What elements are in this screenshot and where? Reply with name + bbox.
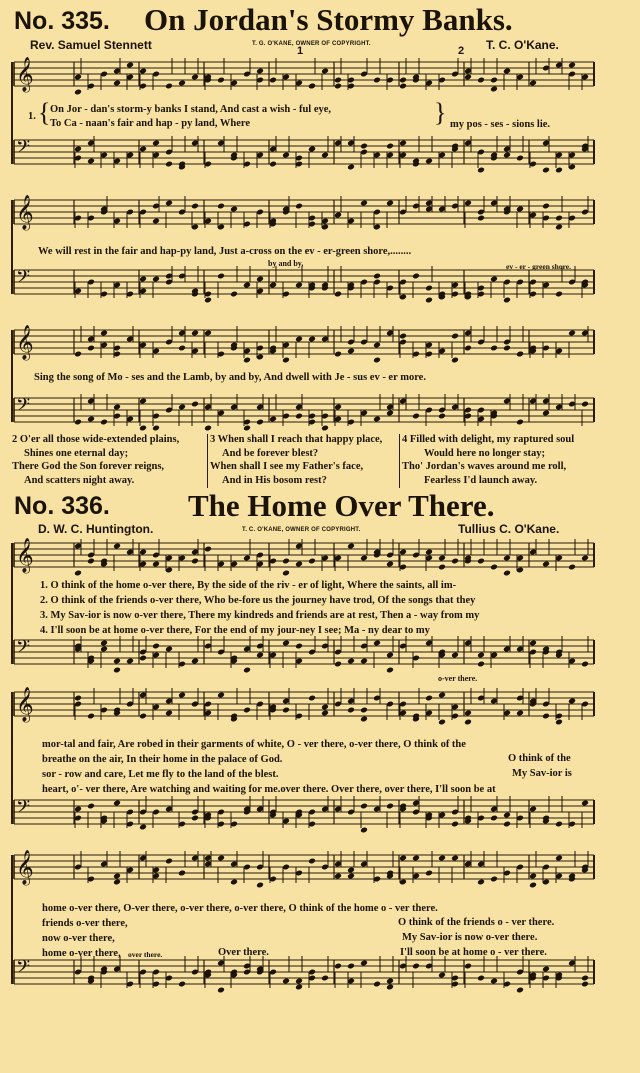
note-head [529,80,537,87]
note-head [165,83,173,90]
note-head [464,200,472,207]
note-head [464,719,472,726]
note-head [178,981,186,988]
note-head [308,858,316,865]
bass-clef-icon: 𝄢 [16,267,31,292]
note-head [516,710,524,717]
note-head [503,570,511,577]
note-head [178,80,186,87]
note-head [490,86,498,93]
note-head [165,161,173,168]
hymn-336-copyright: T. C. O'KANE, OWNER OF COPYRIGHT. [242,527,361,533]
note-head [490,77,498,84]
note-head [269,416,277,423]
hymn-336-author: D. W. C. Huntington. [38,522,154,536]
note-head [568,698,576,705]
hymn-336-verses-bot: home o-ver there, O-ver there, o-ver there, o-ver there, O think of the home o - ver there. friends o-ver there, now o-ver there, home o-ver there, [42,903,438,959]
note-head [243,707,251,714]
verse-1-number: 1. [28,111,36,122]
note-head [347,348,355,355]
note-head [360,803,368,810]
note-head [542,713,550,720]
note-head [74,351,82,358]
note-head [477,661,485,668]
note-head [139,824,147,831]
note-head [334,212,342,219]
note-head [386,561,394,568]
note-head [217,855,225,862]
note-head [464,345,472,352]
note-head [334,404,342,411]
note-head [581,401,589,408]
treble-clef-icon: 𝄞 [16,687,34,722]
note-head [464,963,472,970]
bass-clef-icon: 𝄢 [16,797,31,822]
note-head [308,146,316,153]
ending-2-label: 2 [458,45,465,57]
note-head [425,549,433,556]
note-head [165,710,173,717]
note-head [516,987,524,994]
note-head [295,643,303,650]
note-head [282,707,290,714]
note-head [373,981,381,988]
note-head [477,77,485,84]
note-head [165,858,173,865]
note-head [139,276,147,283]
note-head [308,83,316,90]
note-head [386,667,394,674]
note-head [74,570,82,577]
note-head [100,640,108,647]
note-head [113,667,121,674]
note-head [295,561,303,568]
note-head [464,710,472,717]
note-head [256,276,264,283]
note-head [386,410,394,417]
note-head [217,692,225,699]
note-head [516,419,524,426]
hymn-335-verse-4: 4 Filled with delight, my raptured soul Would here no longer stay; Tho' Jordan's waves around me roll, Fearless I'd launch away. [402,434,575,486]
note-head [321,152,329,159]
note-head [451,855,459,862]
note-head [269,161,277,168]
note-head [282,978,290,985]
note-head [113,80,121,87]
note-head [451,821,459,828]
note-head [139,398,147,405]
note-head [542,167,550,174]
note-head [165,646,173,653]
note-head [113,404,121,411]
note-head [191,658,199,665]
note-head [347,543,355,550]
note-head [74,146,82,153]
note-head [321,704,329,711]
note-head [178,692,186,699]
note-head [282,558,290,565]
note-head [269,282,277,289]
note-head [399,333,407,340]
note-head [152,561,160,568]
note-head [529,873,537,880]
note-head [386,984,394,991]
note-head [386,803,394,810]
note-head [360,200,368,207]
note-head [321,710,329,717]
note-head [425,158,433,165]
note-head [477,215,485,222]
hymn-335-lyric-1a: On Jor - dan's storm-y banks I stand, And cast a wish - ful eye, [50,104,332,115]
note-head [555,291,563,298]
note-head [581,981,589,988]
note-head [347,873,355,880]
note-head [477,879,485,886]
note-head [295,978,303,985]
note-head [87,158,95,165]
note-head [256,882,264,889]
note-head [217,273,225,280]
note-head [412,413,420,420]
note-head [360,555,368,562]
hymn-335-lyric-1b: To Ca - naan's fair and hap - py land, Where [50,118,251,129]
note-head [503,812,511,819]
treble-clef-icon: 𝄞 [16,850,34,885]
note-head [555,224,563,231]
note-head [139,146,147,153]
hymn-336-mid-right-2: O think of the [508,753,571,764]
note-head [308,695,316,702]
note-head [516,351,524,358]
note-head [438,413,446,420]
note-head [399,855,407,862]
hymn-335-verse-3: 3 When shall I reach that happy place, And be forever blest? When shall I see my Father's face, And in His bosom rest? [210,434,383,486]
note-head [295,282,303,289]
note-head [217,987,225,994]
note-head [100,330,108,337]
hymn-335-lyric-2-small-b: ev - er - green shore. [506,262,571,271]
note-head [87,558,95,565]
note-head [386,200,394,207]
note-head [269,77,277,84]
note-head [321,68,329,75]
note-head [360,143,368,150]
note-head [308,558,316,565]
hymn-335-title: On Jordan's Stormy Banks. [144,2,513,37]
hymn-336-bot-over-there: Over there. [218,947,269,958]
note-head [568,564,576,571]
note-head [295,984,303,991]
note-head [490,815,498,822]
hymn-336-verses-mid: mor-tal and fair, Are robed in their garments of white, O - ver there, o-ver there, O think of the breathe on the air, In their home in the palace of God. sor - row and care, Let me fly to the land of the blest. heart, o'- ver there, Are watching and waiting for me.over there. Over there, over there, I'll soon be at [42,739,496,795]
note-head [282,570,290,577]
verse-divider [207,434,208,488]
note-head [425,870,433,877]
hymn-336-bot-right-4: I'll soon be at home o - ver there. [400,947,547,958]
note-head [74,806,82,813]
note-head [373,357,381,364]
hymn-336-bot-right-2: O think of the friends o - ver there. [398,917,555,928]
note-head [581,975,589,982]
note-head [113,873,121,880]
bass-clef-icon: 𝄢 [16,137,31,162]
note-head [334,83,342,90]
treble-clef-icon: 𝄞 [16,538,34,573]
bass-clef-icon: 𝄢 [16,957,31,982]
note-head [516,155,524,162]
note-head [243,555,251,562]
note-head [152,218,160,225]
note-head [581,555,589,562]
treble-clef-icon: 𝄞 [16,325,34,360]
hymn-335-lyric-2: We will rest in the fair and hap-py land, Just a-cross on the ev - er-green shore,........ [38,246,412,257]
note-head [295,203,303,210]
note-head [555,215,563,222]
hymn-336-bot-small: over there. [128,950,163,959]
note-head [204,425,212,432]
note-head [373,342,381,349]
note-head [334,873,342,880]
note-head [113,543,121,550]
note-head [334,351,342,358]
note-head [295,336,303,343]
note-head [256,68,264,75]
note-head [438,555,446,562]
hymn-336-title: The Home Over There. [188,488,495,523]
note-head [321,975,329,982]
note-head [516,206,524,213]
hymn-335-lyric-1c: my pos - ses - sions lie. [450,119,551,130]
note-head [386,652,394,659]
note-head [373,77,381,84]
note-head [126,62,134,69]
note-head [178,870,186,877]
note-head [243,282,251,289]
note-head [399,77,407,84]
note-head [139,68,147,75]
note-head [451,652,459,659]
note-head [191,74,199,81]
note-head [347,963,355,970]
note-head [360,658,368,665]
note-head [503,821,511,828]
note-head [581,661,589,668]
hymn-335-copyright: T. G. O'KANE, OWNER OF COPYRIGHT. [252,41,371,47]
note-head [438,855,446,862]
note-head [217,203,225,210]
note-head [282,640,290,647]
hymn-336-verses-top: 1. O think of the home o-ver there, By the side of the riv - er of light, Where the saints, all im- 2. O think of the friends o-ver there, Who be-fore us the journey have trod, Of the songs that they 3. My Sav-ior is now o-ver there, There my kindreds and friends are at rest, Then a - way from my 4. I'll soon be at home o-ver there, For the end of my jour-ney I see; Ma - ny dear to my [40,580,480,636]
hymn-335-lyric-3: Sing the song of Mo - ses and the Lamb, by and by, And dwell with Je - sus ev - er more. [34,372,426,383]
note-head [490,276,498,283]
note-head [191,203,199,210]
note-head [139,549,147,556]
note-head [373,273,381,280]
note-head [490,978,498,985]
note-head [334,291,342,298]
note-head [425,695,433,702]
note-head [477,558,485,565]
note-head [373,640,381,647]
note-head [360,716,368,723]
note-head [152,276,160,283]
note-head [425,297,433,304]
note-head [334,661,342,668]
hymn-336-mid-right-3: My Sav-ior is [512,768,572,779]
note-head [386,978,394,985]
note-head [438,972,446,979]
hymn-335-lyric-2-small-a: by and by, [268,259,304,268]
note-head [477,652,485,659]
note-head [165,200,173,207]
note-head [87,345,95,352]
note-head [568,62,576,69]
note-head [282,152,290,159]
hymn-336-bass-over-there: o-ver there. [438,674,478,683]
note-head [360,707,368,714]
note-head [74,74,82,81]
note-head [503,345,511,352]
note-head [256,652,264,659]
note-head [204,546,212,553]
note-head [412,855,420,862]
note-head [308,336,316,343]
treble-clef-icon: 𝄞 [16,195,34,230]
note-head [230,291,238,298]
note-head [230,206,238,213]
note-head [191,330,199,337]
bass-clef-icon: 𝄢 [16,395,31,420]
hymn-335-author: Rev. Samuel Stennett [30,38,152,52]
lyric-brace: { [38,98,51,127]
hymn-336-bot-right-3: My Sav-ior is now o-ver there. [402,932,538,943]
verse-divider [399,434,400,488]
note-head [529,882,537,889]
note-head [113,800,121,807]
note-head [399,140,407,147]
note-head [74,89,82,96]
note-head [529,806,537,813]
note-head [503,152,511,159]
note-head [581,800,589,807]
note-head [555,821,563,828]
note-head [347,164,355,171]
note-head [399,83,407,90]
note-head [191,558,199,565]
note-head [490,564,498,571]
lyric-brace: } [434,98,447,127]
note-head [113,658,121,665]
note-head [438,692,446,699]
note-head [191,401,199,408]
note-head [542,410,550,417]
note-head [347,707,355,714]
hymn-335-composer: T. C. O'Kane. [486,38,559,52]
note-head [87,803,95,810]
note-head [126,658,134,665]
note-head [230,879,238,886]
note-head [139,713,147,720]
note-head [542,203,550,210]
note-head [295,413,303,420]
hymn-335-verse-2: 2 O'er all those wide-extended plains, Shines one eternal day; There God the Son forever reigns, And scatters night away. [12,434,180,486]
note-head [412,273,420,280]
note-head [334,963,342,970]
note-head [256,419,264,426]
note-head [412,963,420,970]
note-head [438,564,446,571]
note-head [425,285,433,292]
note-head [191,815,199,822]
note-head [347,867,355,874]
hymn-336-number: No. 336. [14,492,110,520]
note-head [529,640,537,647]
note-head [542,966,550,973]
note-head [347,658,355,665]
note-head [243,667,251,674]
bass-clef-icon: 𝄢 [16,637,31,662]
note-head [451,558,459,565]
hymn-335-number: No. 335. [14,7,110,35]
note-head [113,879,121,886]
note-head [477,975,485,982]
note-head [178,404,186,411]
note-head [542,561,550,568]
note-head [490,345,498,352]
note-head [139,655,147,662]
note-head [386,143,394,150]
note-head [373,416,381,423]
note-head [152,140,160,147]
note-head [464,74,472,81]
treble-clef-icon: 𝄞 [16,57,34,92]
note-head [503,68,511,75]
note-head [178,345,186,352]
note-head [204,330,212,337]
note-head [334,77,342,84]
note-head [451,333,459,340]
note-head [555,855,563,862]
note-head [399,549,407,556]
note-head [568,330,576,337]
note-head [87,416,95,423]
note-head [87,713,95,720]
note-head [152,643,160,650]
note-head [503,555,511,562]
note-head [217,77,225,84]
note-head [74,695,82,702]
note-head [490,876,498,883]
hymn-336-composer: Tullius C. O'Kane. [458,522,560,536]
ending-1-label: 1 [297,45,304,57]
note-head [100,419,108,426]
note-head [74,419,82,426]
note-head [100,646,108,653]
